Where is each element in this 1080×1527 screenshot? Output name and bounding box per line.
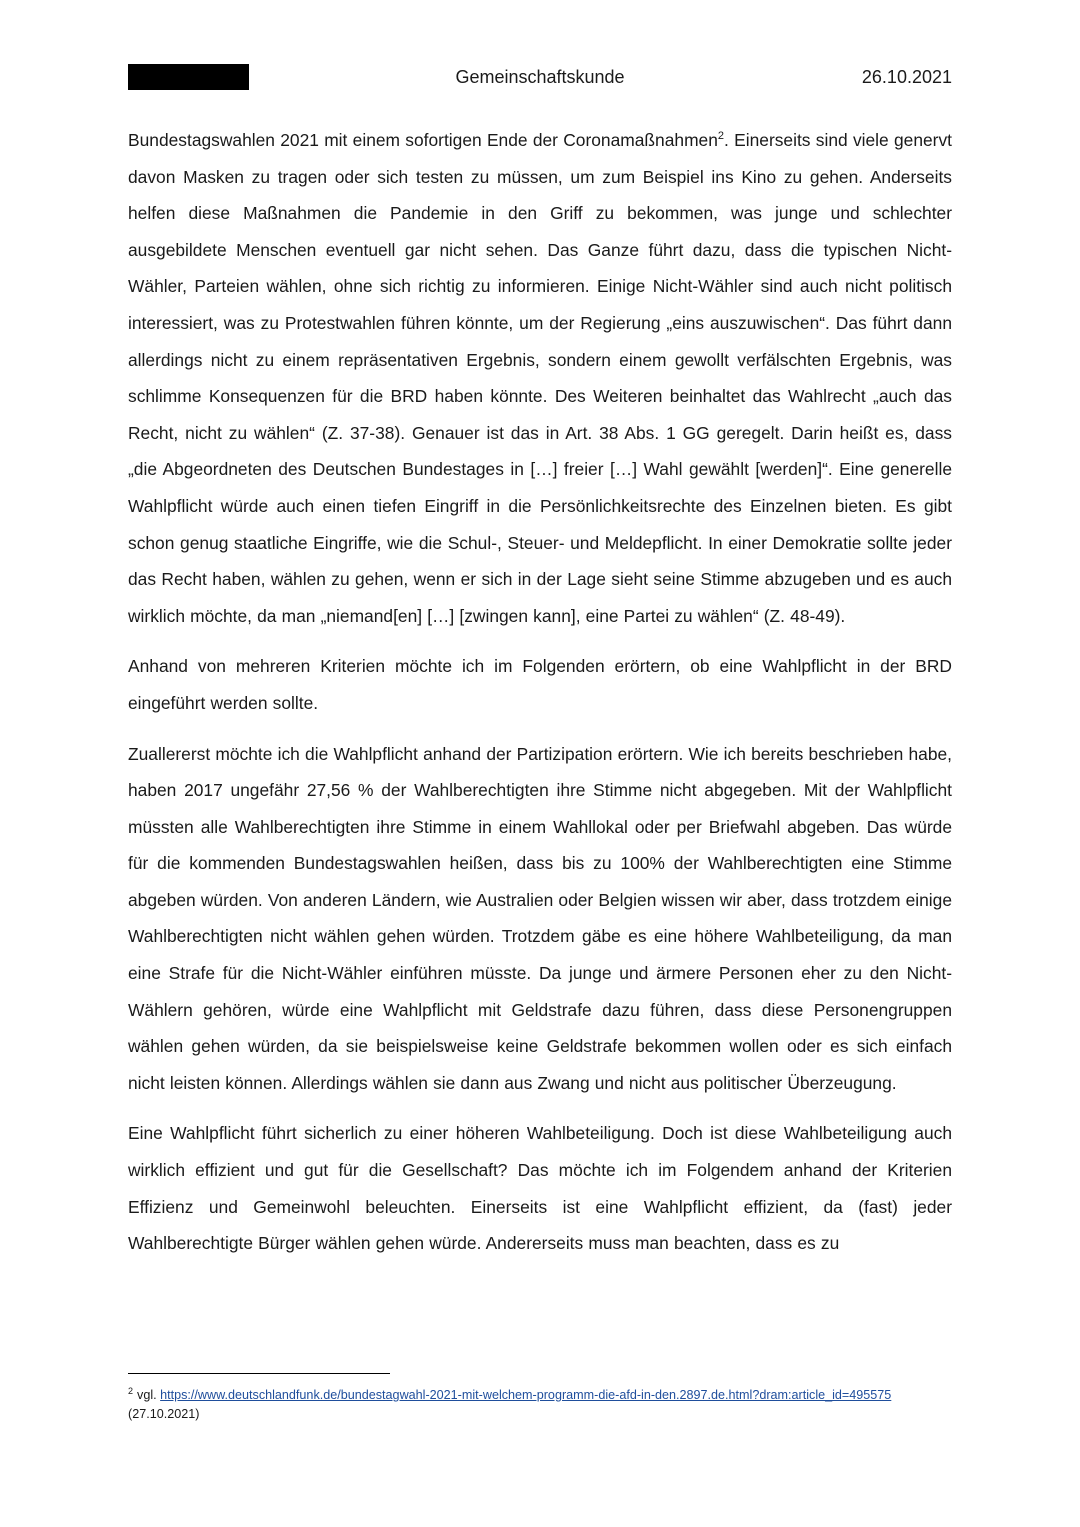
- footnote-number: 2: [128, 1385, 134, 1396]
- paragraph-1-text-rest: . Einerseits sind viele genervt davon Masken zu tragen oder sich testen zu müssen, um zum Beispiel ins Kino zu gehen. Anderseits helfen diese Maßnahmen die Pandemie in den Griff zu bekommen, was junge und schlechter ausgebildete Menschen eventuell gar nicht sehen. Das Ganze führt dazu, dass die typischen Nicht-Wähler, Parteien wählen, ohne sich richtig zu informieren. Einige Nicht-Wähler sind auch nicht politisch interessiert, was zu Protestwahlen führen könnte, um der Regierung „eins auszuwischen“. Das führt dann allerdings nicht zu einem repräsentativen Ergebnis, sondern einem gewollt verfälschten Ergebnis, was schlimme Konsequenzen für die BRD haben könnte. Des Weiteren beinhaltet das Wahlrecht „auch das Recht, nicht zu wählen“ (Z. 37-38). Genauer ist das in Art. 38 Abs. 1 GG geregelt. Darin heißt es, dass „die Abgeordneten des Deutschen Bundestages in […] freier […] Wahl gewählt [werden]“. Eine generelle Wahlpflicht würde auch einen tiefen Eingriff in die Persönlichkeitsrechte des Einzelnen bieten. Es gibt schon genug staatliche Eingriffe, wie die Schul-, Steuer- und Meldepflicht. In einer Demokratie sollte jeder das Recht haben, wählen zu gehen, wenn er sich in der Lage sieht seine Stimme abzugeben und es auch wirklich möchte, da man „niemand[en] […] [zwingen kann], eine Partei zu wählen“ (Z. 48-49).: [128, 130, 952, 626]
- page-header: [128, 62, 952, 90]
- paragraph-1: [128, 122, 952, 634]
- paragraph-4: Eine Wahlpflicht führt sicherlich zu einer höheren Wahlbeteiligung. Doch ist diese Wahlbeteiligung auch wirklich effizient und gut für die Gesellschaft? Das möchte ich im Folgendem anhand der Kriterien Effizienz und Gemeinwohl beleuchten. Einerseits ist eine Wahlpflicht effizient, da (fast) jeder Wahlberechtigte Bürger wählen gehen würde. Andererseits muss man beachten, dass es zu: [128, 1123, 952, 1254]
- header-date: 26.10.2021: [861, 67, 952, 87]
- footnote-source-link[interactable]: https://www.deutschlandfunk.de/bundestagwahl-2021-mit-welchem-programm-die-afd-in-den.2897.de.html?dram:article_id=495575: [160, 1388, 892, 1402]
- document-body: [128, 122, 952, 1276]
- footnote-access-date: (27.10.2021): [128, 1407, 200, 1421]
- footnote-prefix: vgl.: [137, 1388, 157, 1402]
- paragraph-3: Zuallererst möchte ich die Wahlpflicht anhand der Partizipation erörtern. Wie ich bereits beschrieben habe, haben 2017 ungefähr 27,56 % der Wahlberechtigten ihre Stimme nicht abgegeben. Mit der Wahlpflicht müssten alle Wahlberechtigten ihre Stimme in einem Wahllokal oder per Briefwahl abgeben. Das würde für die kommenden Bundestagswahlen heißen, dass bis zu 100% der Wahlberechtigten eine Stimme abgeben würden. Von anderen Ländern, wie Australien oder Belgien wissen wir aber, dass trotzdem einige Wahlberechtigten nicht wählen gehen würden. Trotzdem gäbe es eine höhere Wahlbeteiligung, da man eine Strafe für die Nicht-Wähler einführen müsste. Da junge und ärmere Personen eher zu den Nicht-Wählern gehören, würde eine Wahlpflicht mit Geldstrafe dazu führen, dass diese Personengruppen wählen gehen würden, da sie beispielsweise keine Geldstrafe bekommen wollen oder es sich einfach nicht leisten können. Allerdings wählen sie dann aus Zwang und nicht aus politischer Überzeugung.: [128, 743, 953, 1093]
- footnote-separator: [128, 1373, 390, 1374]
- footnote-reference: 2: [717, 130, 725, 143]
- header-subject: Gemeinschaftskunde: [455, 67, 625, 87]
- footnote: [128, 1386, 952, 1424]
- paragraph-1-text-start: Bundestagswahlen 2021 mit einem sofortigen Ende der Coronamaßnahmen: [128, 130, 718, 150]
- paragraph-2: Anhand von mehreren Kriterien möchte ich im Folgenden erörtern, ob eine Wahlpflicht in der BRD eingeführt werden sollte.: [128, 656, 952, 713]
